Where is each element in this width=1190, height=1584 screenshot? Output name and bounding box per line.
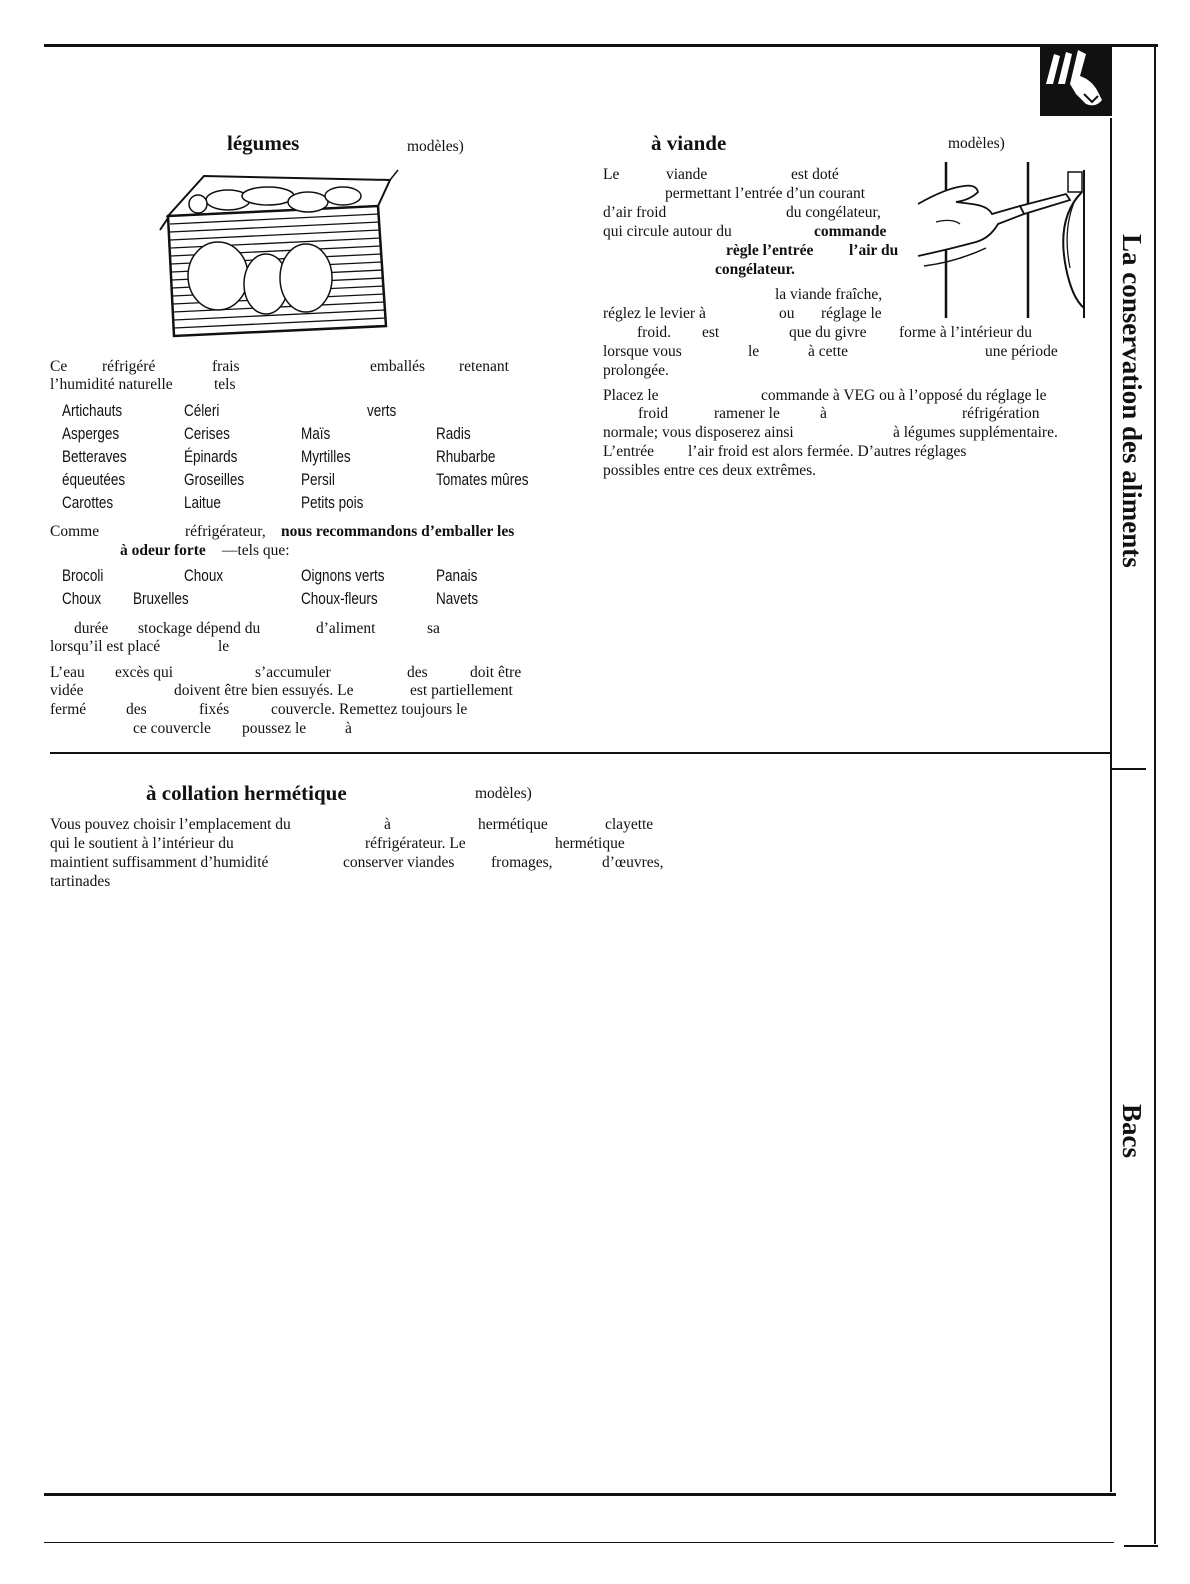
meat-p2-l4w2: l’air froid est alors fermée. D’autres réglages [688,443,967,460]
vegetable-drawer-illustration [158,166,400,338]
meat-l2w1: permettant l’entrée d’un courant [665,185,866,202]
veg-water-l1w2: excès qui [115,664,174,681]
meat-l8w1: réglez le levier à [603,305,706,322]
veg-recommend-prefix: Comme [50,523,100,540]
veg-storage-w4: sa [427,620,440,637]
meat-l10w4: une période [985,343,1058,360]
veg-storage-w5: lorsqu’il est placé [50,638,161,655]
list-item: Brocoli [62,567,104,585]
veg-water-l2w1: vidée [50,682,84,699]
list-item: Choux [62,590,102,608]
footer-rule [44,1542,1114,1543]
list-item: Laitue [184,494,221,512]
tab-divider-line [1110,118,1112,1492]
meat-p2-l1w2: commande à VEG ou à l’opposé du réglage le [761,387,1047,404]
snack-l1w2: à [384,816,391,833]
footer-dash [1124,1545,1158,1547]
list-item: Groseilles [184,471,245,489]
veg-storage-w2: stockage dépend du [138,620,261,637]
veg-water-l3w3: fixés [199,701,230,718]
meat-l1w3: est doté [791,166,839,183]
list-item: Choux-fleurs [301,590,378,608]
snack-pan-heading: à collation hermétique [146,781,347,805]
meat-p2-l4w1: L’entrée [603,443,655,460]
snack-l1w3: hermétique [478,816,548,833]
veg-water-l1w5: doit être [470,664,522,681]
snack-l3w1: maintient suffisamment d’humidité [50,854,269,871]
list-item: Petits pois [301,494,364,512]
page-topic-tab: Bacs [1117,1104,1147,1158]
list-item: Bruxelles [133,590,189,608]
right-border [1154,44,1156,1544]
meat-p2-l2w2: ramener le [714,405,780,422]
section-rule-1 [50,752,1110,754]
bottom-rule [44,1493,1116,1496]
veg-intro-line2b: tels [214,376,236,393]
snack-l1w4: clayette [605,816,654,833]
top-rule [44,44,1158,47]
list-item: Panais [436,567,478,585]
snack-l3w3: fromages, [491,854,553,871]
veg-storage-w3: d’aliment [316,620,376,637]
veg-intro-w4: emballés [370,358,426,375]
snack-l2w2: réfrigérateur. Le [365,835,466,852]
veg-water-l3w1: fermé [50,701,87,718]
snack-l2w1: qui le soutient à l’intérieur du [50,835,234,852]
veg-recommend-line2-rest: —tels que: [222,542,290,559]
list-item: Céleri [184,402,220,420]
veg-intro-line2: l’humidité naturelle [50,376,173,393]
list-item: verts [367,402,397,420]
meat-l9w3: que du givre [789,324,867,341]
meat-bin-models-note: modèles) [948,135,1005,152]
meat-pan-control-illustration [916,158,1086,320]
list-item: Carottes [62,494,114,512]
veg-water-l1w3: s’accumuler [255,664,331,681]
list-item: Asperges [62,425,120,443]
meat-l7w1: la viande fraîche, [775,286,883,303]
veg-water-l4w2: poussez le [242,720,307,737]
list-item: Myrtilles [301,448,351,466]
meat-l5w2: l’air du [849,242,899,259]
meat-l5w1: règle l’entrée [726,242,814,259]
veg-storage-w1: durée [74,620,109,637]
meat-l1w2: viande [666,166,708,183]
veg-intro-w5: retenant [459,358,509,375]
veg-water-l1w4: des [407,664,428,681]
meat-l8w3: réglage le [821,305,882,322]
snack-l3w4: d’œuvres, [602,854,664,871]
meat-l9w2: est [702,324,720,341]
list-item: Rhubarbe [436,448,496,466]
meat-p2-l5w1: possibles entre ces deux extrêmes. [603,462,817,479]
meat-l4w1: qui circule autour du [603,223,732,240]
veg-water-l2w2: doivent être bien essuyés. Le [174,682,354,699]
meat-l8w2: ou [779,305,795,322]
meat-bin-heading: à viande [651,131,727,155]
veg-storage-w6: le [218,638,230,655]
meat-l1w1: Le [603,166,620,183]
meat-p2-l3w2: à légumes supplémentaire. [893,424,1058,441]
meat-p2-l2w3: à [820,405,827,422]
list-item: Maïs [301,425,331,443]
pointing-hand-icon [1040,46,1112,116]
meat-l6w1: congélateur. [715,261,795,278]
snack-l4w1: tartinades [50,873,111,890]
meat-l3w1: d’air froid [603,204,667,221]
veg-water-l4w3: à [345,720,352,737]
meat-p2-l2w4: réfrigération [962,405,1040,422]
meat-l9w4: forme à l’intérieur du [899,324,1032,341]
meat-l9w1: froid. [637,324,672,341]
meat-p2-l1w1: Placez le [603,387,659,404]
vegetable-bin-models-note: modèles) [407,138,464,155]
list-item: Tomates mûres [436,471,529,489]
list-item: équeutées [62,471,126,489]
veg-water-l4w1: ce couvercle [133,720,211,737]
section-tab-title: La conservation des aliments [1117,234,1147,568]
tab-tick [1110,768,1146,770]
list-item: Radis [436,425,471,443]
meat-p2-l3w1: normale; vous disposerez ainsi [603,424,794,441]
list-item: Persil [301,471,335,489]
veg-water-l2w3: est partiellement [410,682,513,699]
meat-l10w2: le [748,343,760,360]
list-item: Betteraves [62,448,127,466]
snack-l3w2: conserver viandes [343,854,455,871]
meat-l10w3: à cette [808,343,849,360]
veg-recommend-mid: réfrigérateur, [185,523,266,540]
veg-recommend-line2-bold: à odeur forte [120,542,206,559]
meat-l3w2: du congélateur, [786,204,881,221]
list-item: Oignons verts [301,567,385,585]
veg-intro-w3: frais [212,358,240,375]
list-item: Épinards [184,448,238,466]
meat-l10w1: lorsque vous [603,343,682,360]
veg-recommend-bold: nous recommandons d’emballer les [281,523,515,540]
list-item: Choux [184,567,224,585]
list-item: Cerises [184,425,230,443]
meat-l11w1: prolongée. [603,362,669,379]
list-item: Navets [436,590,479,608]
veg-intro-w2: réfrigéré [102,358,156,375]
veg-water-l1w1: L’eau [50,664,85,681]
vegetable-bin-heading: légumes [227,131,300,155]
veg-intro-w1: Ce [50,358,68,375]
snack-l1w1: Vous pouvez choisir l’emplacement du [50,816,291,833]
meat-l4w2: commande [814,223,887,240]
veg-water-l3w2: des [126,701,147,718]
snack-pan-models-note: modèles) [475,785,532,802]
snack-l2w3: hermétique [555,835,625,852]
veg-water-l3w4: couvercle. Remettez toujours le [271,701,468,718]
meat-p2-l2w1: froid [638,405,669,422]
list-item: Artichauts [62,402,123,420]
